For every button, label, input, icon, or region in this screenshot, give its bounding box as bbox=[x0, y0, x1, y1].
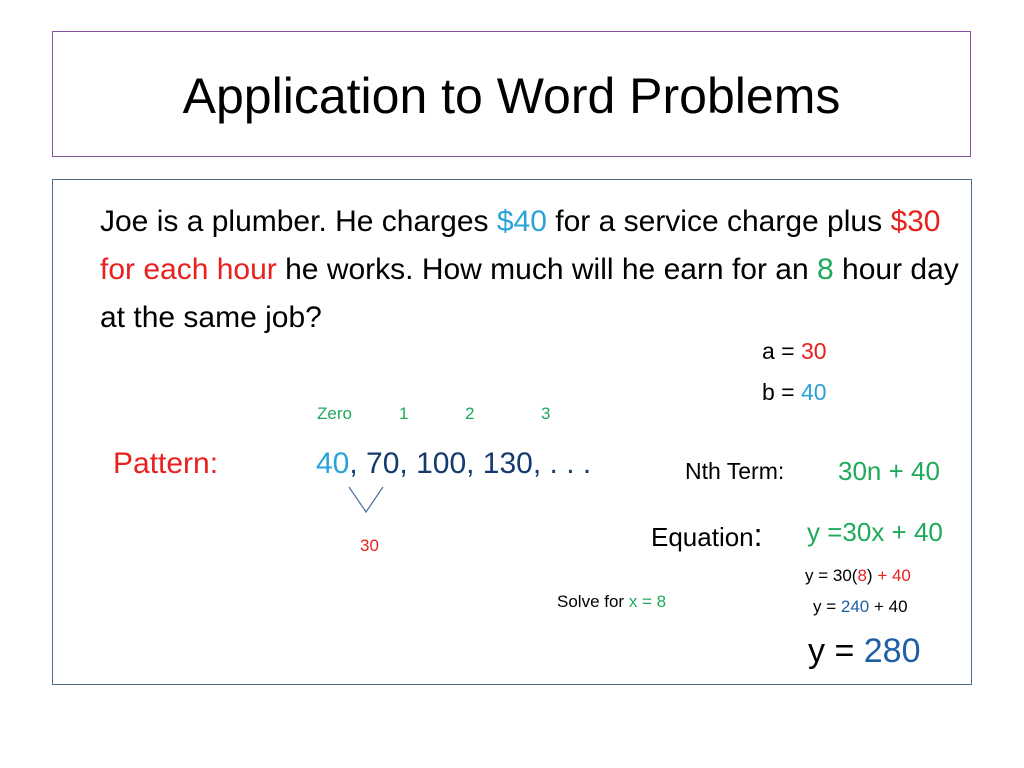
variable-a-label: a = bbox=[762, 338, 802, 364]
variable-a bbox=[762, 340, 827, 363]
final-answer-label: y = bbox=[808, 632, 864, 670]
term-label-zero: Zero bbox=[317, 404, 352, 423]
pattern-label: Pattern: bbox=[113, 447, 219, 480]
equation-colon: : bbox=[753, 517, 763, 553]
service-charge-amount: $40 bbox=[496, 205, 547, 238]
solve-for-label: Solve for bbox=[557, 592, 629, 611]
pattern-remaining-terms: , 70, 100, 130, . . . bbox=[349, 447, 592, 480]
hours-value: 8 bbox=[817, 253, 834, 286]
solve-for-expression: x = 8 bbox=[628, 592, 667, 611]
step1-part-c: ) bbox=[866, 566, 873, 585]
variable-b bbox=[762, 381, 827, 404]
step1-x-value: 8 bbox=[857, 566, 867, 585]
common-difference: 30 bbox=[360, 536, 379, 555]
step1-constant: + 40 bbox=[872, 566, 911, 585]
problem-text-4: hour day at the same job? bbox=[100, 253, 959, 334]
term-label-three: 3 bbox=[541, 404, 551, 423]
variable-b-value: 40 bbox=[801, 379, 827, 405]
step2-constant: + 40 bbox=[869, 597, 908, 616]
final-answer-value: 280 bbox=[863, 632, 921, 670]
hourly-rate: $30 for each hour bbox=[100, 205, 941, 286]
step2-product: 240 bbox=[840, 597, 870, 616]
term-label-two: 2 bbox=[465, 404, 475, 423]
pattern-first-term: 40 bbox=[316, 447, 350, 480]
step1-part-a: y = 30( bbox=[805, 566, 858, 585]
difference-bracket-icon bbox=[347, 485, 385, 515]
step-substitution bbox=[805, 567, 911, 584]
term-label-one: 1 bbox=[399, 404, 409, 423]
variable-b-label: b = bbox=[762, 379, 802, 405]
title-box bbox=[52, 31, 971, 157]
equation-expression: y =30x + 40 bbox=[807, 517, 943, 547]
problem-text-2: for a service charge plus bbox=[546, 205, 891, 238]
final-answer bbox=[808, 634, 920, 668]
slide-title: Application to Word Problems bbox=[182, 68, 841, 124]
pattern-sequence bbox=[316, 449, 591, 479]
variable-a-value: 30 bbox=[801, 338, 827, 364]
problem-text-3: he works. How much will he earn for an bbox=[276, 253, 818, 286]
step-multiplication bbox=[813, 598, 908, 615]
solve-for bbox=[557, 593, 666, 610]
nth-term-expression: 30n + 40 bbox=[838, 456, 940, 486]
step2-part-a: y = bbox=[813, 597, 841, 616]
equation-label-text: Equation bbox=[651, 522, 754, 552]
equation-label bbox=[651, 519, 763, 551]
problem-text-1: Joe is a plumber. He charges bbox=[100, 205, 497, 238]
nth-term-label: Nth Term: bbox=[685, 458, 785, 484]
word-problem bbox=[100, 198, 970, 342]
